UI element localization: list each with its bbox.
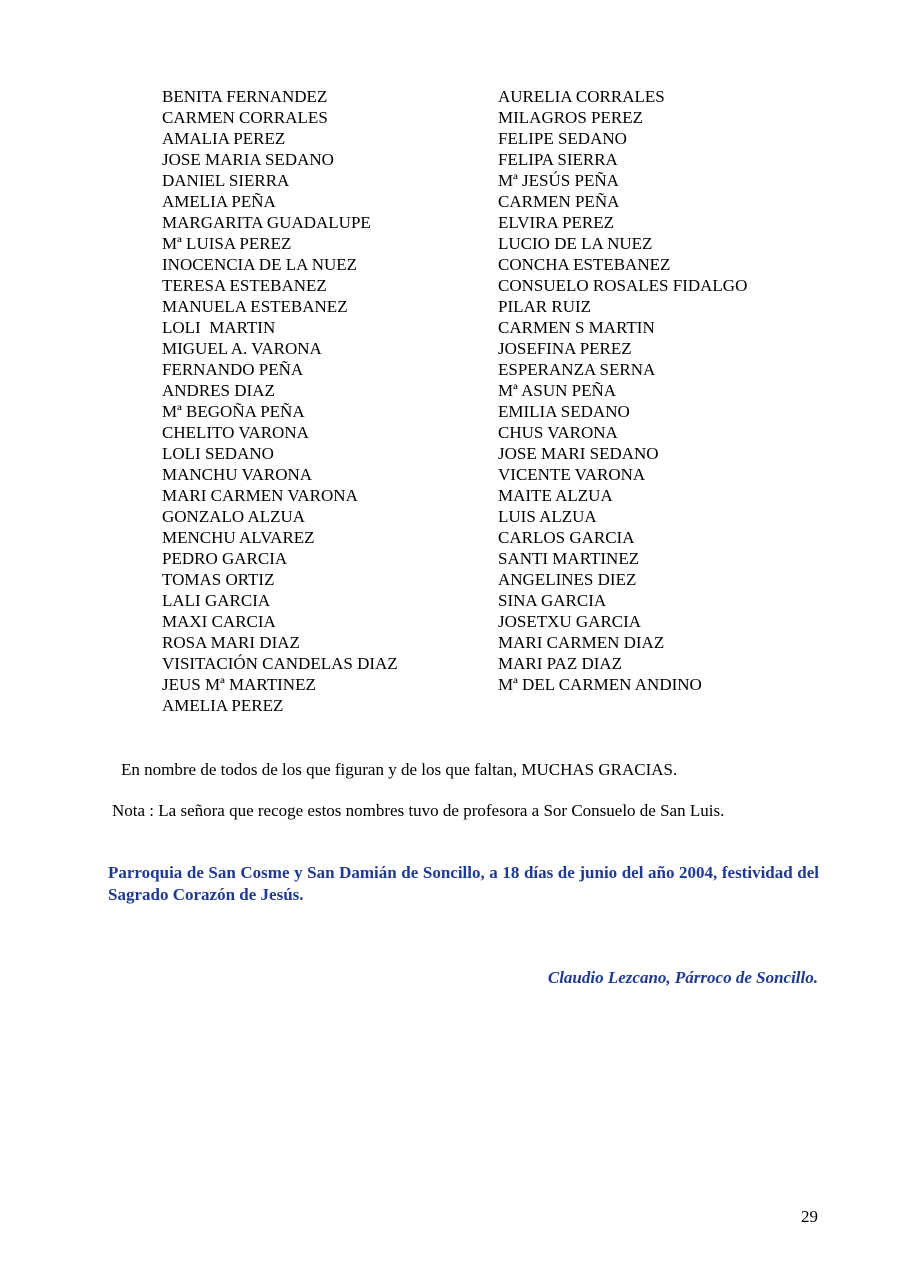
- list-item: MARI CARMEN VARONA: [162, 486, 358, 505]
- parish-dedication: Parroquia de San Cosme y San Damián de Soncillo, a 18 días de junio del año 2004, festividad del Sagrado Corazón de Jesús.: [108, 863, 819, 904]
- list-item: JEUS Mª MARTINEZ: [162, 675, 316, 694]
- list-item: CARMEN PEÑA: [498, 192, 620, 211]
- list-item: PILAR RUIZ: [498, 297, 592, 316]
- list-item: CHELITO VARONA: [162, 423, 309, 442]
- list-item: CARLOS GARCIA: [498, 528, 635, 547]
- list-item: TOMAS ORTIZ: [162, 570, 275, 589]
- list-item: LUIS ALZUA: [498, 507, 597, 526]
- list-item: MANCHU VARONA: [162, 465, 313, 484]
- list-item: VISITACIÓN CANDELAS DIAZ: [162, 654, 398, 673]
- list-item: Mª ASUN PEÑA: [498, 381, 617, 400]
- list-item: FELIPE SEDANO: [498, 129, 627, 148]
- list-item: Mª LUISA PEREZ: [162, 234, 292, 253]
- list-item: MANUELA ESTEBANEZ: [162, 297, 348, 316]
- list-item: MENCHU ALVAREZ: [162, 528, 315, 547]
- list-item: AURELIA CORRALES: [498, 87, 665, 106]
- list-item: Mª DEL CARMEN ANDINO: [498, 675, 702, 694]
- signature: Claudio Lezcano, Párroco de Soncillo.: [547, 968, 818, 987]
- list-item: FELIPA SIERRA: [498, 150, 618, 169]
- list-item: DANIEL SIERRA: [162, 171, 290, 190]
- list-item: MILAGROS PEREZ: [498, 108, 643, 127]
- list-item: SINA GARCIA: [498, 591, 607, 610]
- list-item: BENITA FERNANDEZ: [162, 87, 328, 106]
- list-item: MARI CARMEN DIAZ: [498, 633, 665, 652]
- names-column-left: [162, 86, 498, 716]
- list-item: LOLI SEDANO: [162, 444, 274, 463]
- list-item: LALI GARCIA: [162, 591, 271, 610]
- names-column-right: [498, 86, 798, 716]
- list-item: TERESA ESTEBANEZ: [162, 276, 327, 295]
- nota-paragraph: Nota : La señora que recoge estos nombres tuvo de profesora a Sor Consuelo de San Luis.: [112, 801, 725, 820]
- list-item: CONSUELO ROSALES FIDALGO: [498, 276, 748, 295]
- list-item: JOSE MARIA SEDANO: [162, 150, 334, 169]
- list-item: MARGARITA GUADALUPE: [162, 213, 371, 232]
- list-item: LOLI MARTIN: [162, 318, 276, 337]
- list-item: ELVIRA PEREZ: [498, 213, 615, 232]
- list-item: MARI PAZ DIAZ: [498, 654, 623, 673]
- list-item: EMILIA SEDANO: [498, 402, 630, 421]
- list-item: CARMEN CORRALES: [162, 108, 328, 127]
- list-item: JOSETXU GARCIA: [498, 612, 642, 631]
- list-item: ANGELINES DIEZ: [498, 570, 637, 589]
- list-item: PEDRO GARCIA: [162, 549, 288, 568]
- list-item: ANDRES DIAZ: [162, 381, 275, 400]
- list-item: INOCENCIA DE LA NUEZ: [162, 255, 358, 274]
- list-item: MIGUEL A. VARONA: [162, 339, 322, 358]
- list-item: Mª JESÚS PEÑA: [498, 171, 619, 190]
- list-item: AMALIA PEREZ: [162, 129, 286, 148]
- list-item: AMELIA PEÑA: [162, 192, 276, 211]
- page-number: 29: [801, 1207, 818, 1226]
- list-item: MAITE ALZUA: [498, 486, 613, 505]
- names-list: [162, 86, 798, 716]
- list-item: ESPERANZA SERNA: [498, 360, 656, 379]
- list-item: CONCHA ESTEBANEZ: [498, 255, 671, 274]
- list-item: VICENTE VARONA: [498, 465, 646, 484]
- list-item: JOSEFINA PEREZ: [498, 339, 632, 358]
- list-item: SANTI MARTINEZ: [498, 549, 640, 568]
- list-item: CARMEN S MARTIN: [498, 318, 655, 337]
- thanks-paragraph: En nombre de todos de los que figuran y de los que faltan, MUCHAS GRACIAS.: [121, 760, 678, 779]
- list-item: GONZALO ALZUA: [162, 507, 306, 526]
- list-item: ROSA MARI DIAZ: [162, 633, 300, 652]
- list-item: MAXI CARCIA: [162, 612, 276, 631]
- list-item: CHUS VARONA: [498, 423, 618, 442]
- list-item: AMELIA PEREZ: [162, 696, 284, 715]
- list-item: FERNANDO PEÑA: [162, 360, 304, 379]
- list-item: Mª BEGOÑA PEÑA: [162, 402, 305, 421]
- list-item: JOSE MARI SEDANO: [498, 444, 659, 463]
- list-item: LUCIO DE LA NUEZ: [498, 234, 653, 253]
